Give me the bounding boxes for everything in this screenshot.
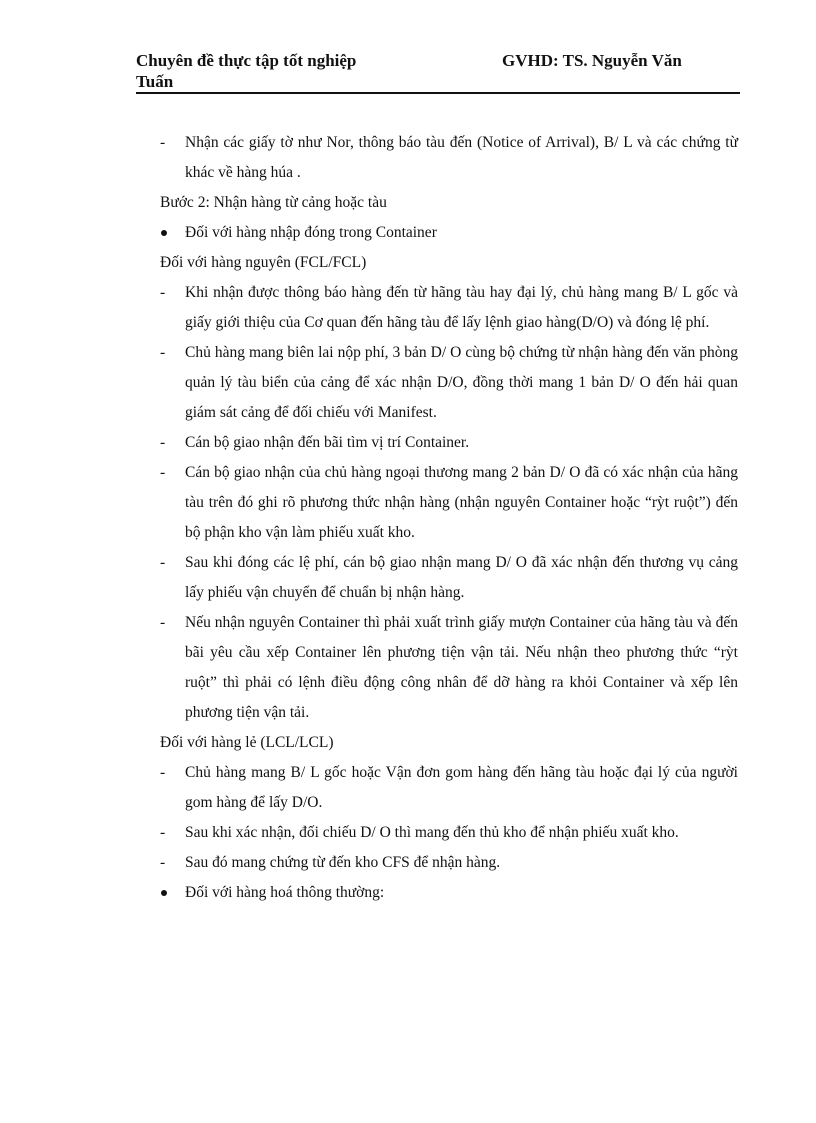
dash-marker: - <box>160 554 166 571</box>
document-body <box>160 128 738 908</box>
dash-item <box>160 548 738 608</box>
item-text: Cán bộ giao nhận của chủ hàng ngoại thương mang 2 bản D/ O đã có xác nhận của hãng tàu trên đó ghi rõ phương thức nhận hàng (nhận nguyên Container hoặc “rỳt ruột”) đến bộ phận kho vận làm phiếu xuất kho. <box>185 464 738 541</box>
bullet-text: Đối với hàng nhập đóng trong Container <box>185 224 437 241</box>
dash-marker: - <box>160 614 166 631</box>
bullet-icon <box>161 230 167 236</box>
bullet-text: Đối với hàng hoá thông thường: <box>185 884 385 901</box>
item-text: Chủ hàng mang biên lai nộp phí, 3 bản D/ O cùng bộ chứng từ nhận hàng đến văn phòng quản lý tàu biển của cảng để xác nhận D/O, đồng thời mang 1 bản D/ O đến hải quan giám sát cảng để đối chiếu với Manifest. <box>185 344 738 421</box>
dash-item <box>160 818 738 848</box>
bullet-icon <box>161 890 167 896</box>
dash-marker: - <box>160 344 166 361</box>
dash-item <box>160 428 738 458</box>
dash-item <box>160 758 738 818</box>
item-text: Sau đó mang chứng từ đến kho CFS để nhận hàng. <box>185 854 501 871</box>
dash-marker: - <box>160 824 166 841</box>
dash-marker: - <box>160 134 166 151</box>
dash-item <box>160 848 738 878</box>
dash-marker: - <box>160 854 166 871</box>
dash-item <box>160 458 738 548</box>
dash-marker: - <box>160 284 166 301</box>
item-text: Nếu nhận nguyên Container thì phải xuất trình giấy mượn Container của hãng tàu và đến bãi yêu cầu xếp Container lên phương tiện vận tải. Nếu nhận theo phương thức “rỳt ruột” thì phải có lệnh điều động công nhân để dỡ hàng ra khỏi Container và xếp lên phương tiện vận tải. <box>185 614 738 721</box>
dash-item <box>160 338 738 428</box>
item-text: Khi nhận được thông báo hàng đến từ hãng tàu hay đại lý, chủ hàng mang B/ L gốc và giấy giới thiệu của Cơ quan đến hãng tàu để lấy lệnh giao hàng(D/O) và đóng lệ phí. <box>185 284 738 331</box>
header-divider <box>136 92 740 94</box>
item-text: Sau khi đóng các lệ phí, cán bộ giao nhận mang D/ O đã xác nhận đến thương vụ cảng lấy phiếu vận chuyển để chuẩn bị nhận hàng. <box>185 554 738 601</box>
subheading-lcl: Đối với hàng lẻ (LCL/LCL) <box>160 734 334 751</box>
dash-item <box>160 278 738 338</box>
bullet-item <box>160 218 738 248</box>
dash-marker: - <box>160 434 166 451</box>
page-header <box>136 50 740 92</box>
dash-item <box>160 128 738 188</box>
bullet-item <box>160 878 738 908</box>
dash-marker: - <box>160 764 166 781</box>
item-text: Sau khi xác nhận, đối chiếu D/ O thì mang đến thủ kho để nhận phiếu xuất kho. <box>185 824 679 841</box>
item-text: Chủ hàng mang B/ L gốc hoặc Vận đơn gom hàng đến hãng tàu hoặc đại lý của người gom hàng để lấy D/O. <box>185 764 738 811</box>
header-supervisor: GVHD: TS. Nguyễn Văn <box>502 51 682 70</box>
item-text: Cán bộ giao nhận đến bãi tìm vị trí Container. <box>185 434 470 451</box>
header-title: Chuyên đề thực tập tốt nghiệp <box>136 51 357 70</box>
subheading-fcl: Đối với hàng nguyên (FCL/FCL) <box>160 254 367 271</box>
item-text: Nhận các giấy tờ như Nor, thông báo tàu đến (Notice of Arrival), B/ L và các chứng từ khác về hàng húa . <box>185 134 738 181</box>
header-supervisor-continuation: Tuấn <box>136 72 174 91</box>
dash-item <box>160 608 738 728</box>
step-heading: Bước 2: Nhận hàng từ cảng hoặc tàu <box>160 194 387 211</box>
dash-marker: - <box>160 464 166 481</box>
